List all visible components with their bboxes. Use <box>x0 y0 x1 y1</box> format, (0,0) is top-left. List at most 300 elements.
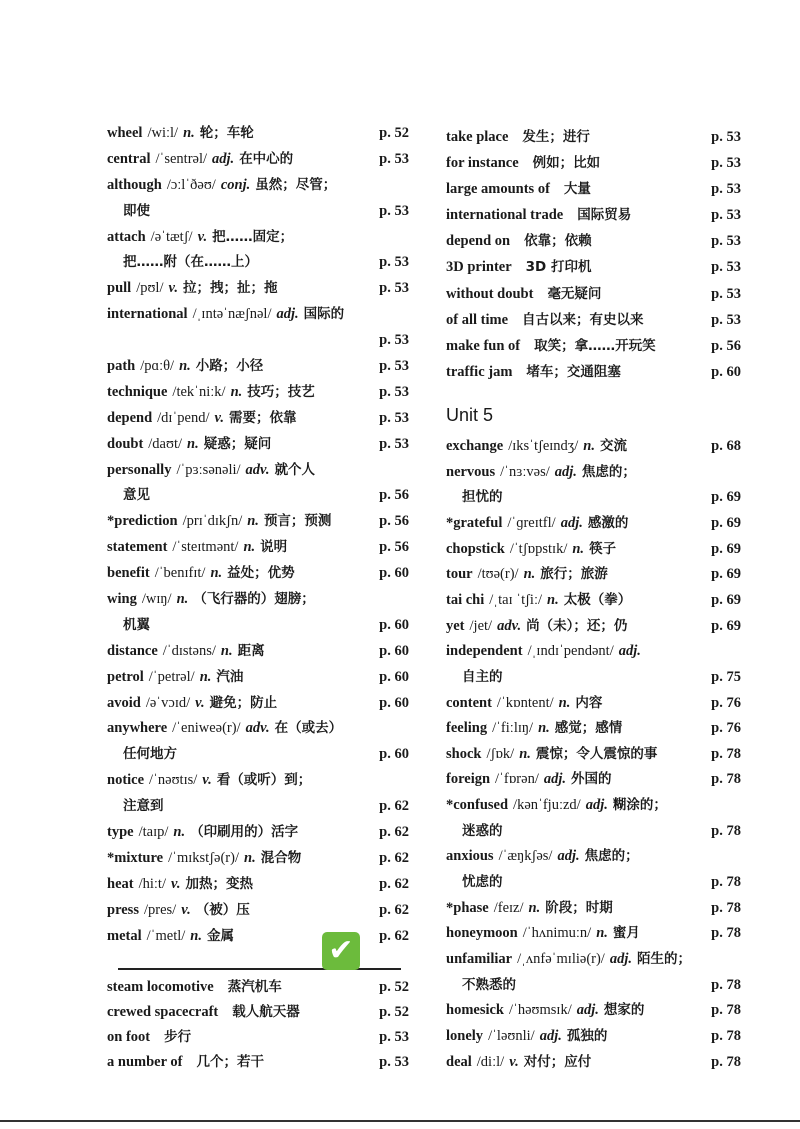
entry-page-ref: p. 78 <box>711 745 741 762</box>
entry-part-of-speech: adj. <box>212 150 235 167</box>
entry-word: wing <box>107 591 137 608</box>
entry-word: tai chi <box>446 591 485 608</box>
entry-page-ref: p. 60 <box>379 694 409 711</box>
entry-definition-continued: 忧虑的 <box>462 874 503 891</box>
entry-definition: 焦虑的； <box>581 463 636 480</box>
entry-phonetic: /ˈləʊnli/ <box>488 1028 535 1045</box>
entry-phonetic: /tekˈniːk/ <box>172 383 226 400</box>
entry-word: heat <box>107 875 134 892</box>
entry-part-of-speech: n. <box>187 435 199 452</box>
entry-definition: 旅行；旅游 <box>540 566 608 583</box>
vocab-entry <box>107 872 409 898</box>
entry-phonetic: /ˈnəʊtɪs/ <box>149 772 198 789</box>
entry-definition: 轮；车轮 <box>199 125 254 141</box>
entry-part-of-speech: v. <box>509 1053 519 1070</box>
entry-definition: 陌生的； <box>636 951 691 968</box>
phrase-definition: 毫无疑问 <box>547 285 602 302</box>
phrase-definition: 蒸汽机车 <box>227 979 282 995</box>
entry-phonetic: /ˈdɪstəns/ <box>162 642 216 659</box>
phrase-definition: 3D 打印机 <box>525 259 592 276</box>
entry-part-of-speech: v. <box>168 280 179 297</box>
entry-part-of-speech: adj. <box>618 643 641 660</box>
entry-part-of-speech: adv. <box>245 461 270 478</box>
unit5-word-list <box>446 434 741 1075</box>
entry-word: nervous <box>446 463 496 480</box>
entry-phonetic: /ˈfiːlɪŋ/ <box>492 720 534 737</box>
phrase-text: make fun of <box>446 337 521 354</box>
entry-word: notice <box>107 772 145 789</box>
entry-part-of-speech: n. <box>547 591 559 608</box>
vocab-entry <box>107 406 409 432</box>
vocab-entry <box>446 1024 741 1050</box>
entry-word: *prediction <box>107 513 178 530</box>
entry-continuation <box>107 613 409 639</box>
phrase-definition: 几个；若干 <box>196 1054 264 1070</box>
phrase-definition: 例如；比如 <box>532 155 601 172</box>
phrase-text: 3D printer <box>446 259 512 276</box>
right-phrase-list <box>446 124 741 385</box>
entry-page-ref: p. 69 <box>711 540 741 557</box>
entry-word: although <box>107 176 162 193</box>
entry-word: deal <box>446 1053 472 1070</box>
vocab-entry <box>446 434 741 460</box>
entry-part-of-speech: n. <box>243 539 256 556</box>
phrase-text: without doubt <box>446 285 534 302</box>
entry-page-ref: p. 78 <box>711 1028 741 1045</box>
phrase-entry <box>446 254 741 280</box>
entry-word: foreign <box>446 771 491 788</box>
vocab-entry <box>107 898 409 924</box>
vocab-entry <box>107 691 409 717</box>
entry-definition: 糊涂的； <box>612 797 667 814</box>
entry-part-of-speech: v. <box>195 694 205 711</box>
entry-word: lonely <box>446 1028 484 1045</box>
entry-word: pull <box>107 280 132 297</box>
vocab-entry <box>107 458 409 484</box>
vocab-entry <box>107 587 409 613</box>
vocab-entry <box>446 1050 741 1076</box>
phrase-entry <box>107 975 409 1000</box>
entry-page-ref: p. 78 <box>711 822 741 839</box>
entry-page-ref: p. 78 <box>711 1002 741 1019</box>
phrase-entry <box>446 202 741 228</box>
entry-page-ref: p. 56 <box>379 513 409 530</box>
entry-word: statement <box>107 539 168 556</box>
entry-part-of-speech: n. <box>244 849 256 866</box>
vocab-entry <box>107 380 409 406</box>
entry-word: petrol <box>107 668 144 685</box>
entry-page-ref: p. 78 <box>711 925 741 942</box>
entry-page-ref: p. 53 <box>379 280 409 297</box>
entry-phonetic: /pɑːθ/ <box>140 358 175 375</box>
phrase-definition: 大量 <box>563 181 591 198</box>
entry-definition: 避免；防止 <box>209 694 278 711</box>
entry-page-ref: p. 56 <box>379 539 409 556</box>
entry-definition-continued: 注意到 <box>123 798 164 815</box>
entry-phonetic: /pres/ <box>143 901 177 918</box>
entry-page-ref: p. 69 <box>711 591 741 608</box>
entry-page-ref: p. 62 <box>379 849 409 866</box>
entry-definition-continued: 自主的 <box>462 668 503 685</box>
entry-page-ref: p. 68 <box>711 437 741 454</box>
vocab-entry <box>446 742 741 768</box>
phrase-entry <box>446 307 741 333</box>
entry-part-of-speech: n. <box>519 745 531 762</box>
entry-page-ref: p. 78 <box>711 1053 741 1070</box>
entry-part-of-speech: n. <box>523 566 536 583</box>
entry-continuation <box>107 794 409 820</box>
entry-part-of-speech: n. <box>572 540 585 557</box>
entry-page-ref: p. 60 <box>379 616 409 633</box>
vocab-entry <box>107 716 409 742</box>
entry-word: central <box>107 150 151 167</box>
vocab-entry <box>446 947 741 973</box>
entry-phonetic: /hiːt/ <box>138 875 166 892</box>
entry-word: content <box>446 694 492 711</box>
entry-definition: （印刷用的）活字 <box>190 824 299 841</box>
entry-part-of-speech: n. <box>230 383 243 400</box>
phrase-page-ref: p. 53 <box>711 285 741 302</box>
vocab-entry <box>107 846 409 872</box>
entry-definition: 加热；变热 <box>185 875 254 892</box>
entry-continuation <box>107 328 409 354</box>
entry-definition-continued: 担忧的 <box>462 489 503 506</box>
entry-definition: 内容 <box>575 694 603 711</box>
entry-part-of-speech: n. <box>176 591 189 608</box>
vocab-entry <box>107 509 409 535</box>
phrase-entry <box>446 124 741 150</box>
phrase-text: a number of <box>107 1054 183 1070</box>
vocab-entry <box>446 614 741 640</box>
entry-page-ref: p. 76 <box>711 720 741 737</box>
entry-part-of-speech: n. <box>528 899 541 916</box>
entry-part-of-speech: v. <box>197 228 208 245</box>
entry-part-of-speech: adj. <box>557 848 580 865</box>
phrase-text: for instance <box>446 155 519 172</box>
entry-definition: 焦虑的； <box>584 848 639 865</box>
entry-phonetic: /diːl/ <box>476 1053 505 1070</box>
phrase-page-ref: p. 53 <box>711 259 741 276</box>
entry-phonetic: /ɔːlˈðəʊ/ <box>166 176 216 193</box>
phrase-entry <box>446 359 741 385</box>
unit-heading: Unit 5 <box>446 404 494 425</box>
entry-definition: 在（或去） <box>274 720 343 737</box>
entry-phonetic: /wiːl/ <box>147 125 179 141</box>
entry-continuation <box>446 973 741 999</box>
vocab-entry <box>446 844 741 870</box>
entry-page-ref: p. 78 <box>711 874 741 891</box>
phrase-text: crewed spacecraft <box>107 1004 219 1020</box>
phrase-entry <box>446 150 741 176</box>
vocab-entry <box>446 511 741 537</box>
entry-continuation <box>446 665 741 691</box>
entry-phonetic: /wɪŋ/ <box>141 591 172 608</box>
entry-definition: 太极（拳） <box>563 591 632 608</box>
vocab-entry <box>446 562 741 588</box>
entry-phonetic: /ˈtʃɒpstɪk/ <box>509 540 568 557</box>
entry-page-ref: p. 62 <box>379 901 409 918</box>
entry-definition: 想家的 <box>603 1002 645 1019</box>
entry-page-ref: p. 69 <box>711 566 741 583</box>
entry-word: unfamiliar <box>446 951 513 968</box>
vocab-entry <box>446 716 741 742</box>
entry-page-ref: p. 53 <box>379 202 409 219</box>
entry-definition: 看（或听）到； <box>216 772 312 789</box>
entry-word: *confused <box>446 797 509 814</box>
entry-page-ref: p. 60 <box>379 668 409 685</box>
entry-part-of-speech: n. <box>596 925 608 942</box>
entry-continuation <box>446 870 741 896</box>
entry-phonetic: /ˈpetrəl/ <box>148 668 195 685</box>
vocab-entry <box>446 639 741 665</box>
vocab-entry <box>446 537 741 563</box>
entry-phonetic: /ˈæŋkʃəs/ <box>498 848 553 865</box>
entry-definition: 益处；优势 <box>227 565 295 582</box>
phrase-definition: 取笑；拿……开玩笑 <box>534 337 656 354</box>
entry-definition: 混合物 <box>260 849 302 866</box>
entry-part-of-speech: adj. <box>543 771 566 788</box>
entry-definition-continued: 机翼 <box>123 616 150 633</box>
entry-definition: 对付；应付 <box>523 1053 592 1070</box>
entry-word: doubt <box>107 435 144 452</box>
entry-phonetic: /ʃɒk/ <box>486 745 515 762</box>
entry-page-ref: p. 53 <box>379 383 409 400</box>
entry-part-of-speech: n. <box>210 565 223 582</box>
entry-part-of-speech: adj. <box>560 514 583 531</box>
entry-page-ref: p. 53 <box>379 435 409 452</box>
entry-word: anywhere <box>107 720 168 737</box>
entry-phonetic: /jet/ <box>469 617 493 634</box>
entry-word: benefit <box>107 565 150 582</box>
entry-part-of-speech: adj. <box>539 1028 562 1045</box>
phrase-page-ref: p. 53 <box>711 129 741 145</box>
entry-part-of-speech: adj. <box>554 463 577 480</box>
entry-part-of-speech: v. <box>171 875 181 892</box>
entry-part-of-speech: v. <box>214 409 225 426</box>
entry-page-ref: p. 76 <box>711 694 741 711</box>
entry-phonetic: /ˈmɪkstʃə(r)/ <box>168 849 239 866</box>
entry-word: yet <box>446 617 465 634</box>
entry-page-ref: p. 78 <box>711 899 741 916</box>
entry-definition: 预言；预测 <box>263 513 332 530</box>
phrase-definition: 步行 <box>164 1029 192 1045</box>
entry-word: chopstick <box>446 540 505 557</box>
entry-definition: 小路；小径 <box>195 358 264 375</box>
vocab-entry <box>107 121 409 147</box>
entry-definition-continued: 不熟悉的 <box>462 976 516 993</box>
vocab-entry <box>446 998 741 1024</box>
entry-part-of-speech: adj. <box>576 1002 599 1019</box>
entry-continuation <box>107 199 409 225</box>
entry-page-ref: p. 53 <box>379 150 409 167</box>
phrase-text: large amounts of <box>446 181 550 198</box>
entry-part-of-speech: adv. <box>245 720 270 737</box>
entry-phonetic: /ˈbenɪfɪt/ <box>154 565 206 582</box>
entry-definition: 筷子 <box>589 540 617 557</box>
entry-phonetic: /prɪˈdɪkʃn/ <box>182 513 243 530</box>
vocab-entry <box>107 302 409 328</box>
checkmark-icon: ✔ <box>322 932 360 970</box>
entry-word: technique <box>107 383 168 400</box>
entry-definition-continued: 即使 <box>123 202 150 219</box>
entry-word: attach <box>107 228 146 245</box>
entry-part-of-speech: n. <box>538 720 550 737</box>
left-word-list <box>107 121 409 950</box>
phrase-text: of all time <box>446 311 509 328</box>
entry-word: homesick <box>446 1002 504 1019</box>
vocab-entry <box>446 691 741 717</box>
entry-word: feeling <box>446 720 488 737</box>
entry-phonetic: /ɪksˈtʃeɪndʒ/ <box>508 437 579 454</box>
vocab-entry <box>107 768 409 794</box>
entry-definition: 距离 <box>237 642 265 659</box>
right-column <box>446 124 741 1075</box>
entry-phonetic: /kənˈfjuːzd/ <box>513 797 581 814</box>
entry-part-of-speech: adj. <box>609 951 632 968</box>
entry-page-ref: p. 62 <box>379 824 409 841</box>
entry-phonetic: /ˌtaɪ ˈtʃiː/ <box>489 591 543 608</box>
vocab-entry <box>107 924 409 950</box>
entry-phonetic: /daʊt/ <box>148 435 183 452</box>
entry-phonetic: /ˈsentrəl/ <box>155 150 208 167</box>
phrase-page-ref: p. 53 <box>379 1029 409 1045</box>
entry-word: *grateful <box>446 514 503 531</box>
entry-phonetic: /dɪˈpend/ <box>157 409 210 426</box>
entry-definition-continued: 意见 <box>123 487 150 504</box>
phrase-entry <box>446 176 741 202</box>
entry-definition-continued: 迷惑的 <box>462 822 503 839</box>
entry-word: anxious <box>446 848 494 865</box>
phrase-page-ref: p. 56 <box>711 337 741 354</box>
entry-word: distance <box>107 642 158 659</box>
phrase-page-ref: p. 53 <box>711 181 741 198</box>
entry-definition-continued: 把……附（在……上） <box>123 254 258 271</box>
entry-part-of-speech: n. <box>199 668 212 685</box>
vocab-entry <box>446 588 741 614</box>
entry-word: metal <box>107 927 142 944</box>
vocab-entry <box>107 147 409 173</box>
phrase-page-ref: p. 52 <box>379 1004 409 1020</box>
phrase-definition: 载人航天器 <box>232 1004 300 1020</box>
entry-word: international <box>107 306 188 323</box>
entry-continuation <box>107 742 409 768</box>
entry-definition: 孤独的 <box>566 1028 608 1045</box>
phrase-entry <box>446 333 741 359</box>
phrase-page-ref: p. 53 <box>711 155 741 172</box>
entry-part-of-speech: v. <box>181 901 191 918</box>
entry-definition: 阶段；时期 <box>545 899 613 916</box>
entry-page-ref: p. 62 <box>379 875 409 892</box>
entry-page-ref: p. 53 <box>379 254 409 271</box>
entry-part-of-speech: adj. <box>585 797 608 814</box>
entry-phonetic: /ˌɪndɪˈpendənt/ <box>527 643 614 660</box>
phrase-entry <box>446 228 741 254</box>
entry-phonetic: /ˌʌnfəˈmɪliə(r)/ <box>517 951 605 968</box>
entry-phonetic: /ˈeniweə(r)/ <box>172 720 241 737</box>
vocab-entry <box>107 354 409 380</box>
entry-word: *phase <box>446 899 489 916</box>
entry-word: avoid <box>107 694 141 711</box>
entry-word: type <box>107 824 134 841</box>
entry-phonetic: /ˌɪntəˈnæʃnəl/ <box>192 306 272 323</box>
entry-word: wheel <box>107 125 143 141</box>
entry-definition: 虽然；尽管； <box>255 176 337 193</box>
entry-word: independent <box>446 643 523 660</box>
vocab-entry <box>107 665 409 691</box>
entry-phonetic: /ˈkɒntent/ <box>496 694 554 711</box>
entry-continuation <box>107 483 409 509</box>
entry-definition: 金属 <box>207 927 234 944</box>
vocab-entry <box>107 432 409 458</box>
entry-definition: （飞行器的）翅膀； <box>193 591 315 608</box>
entry-word: tour <box>446 566 473 583</box>
entry-phonetic: /taɪp/ <box>138 824 169 841</box>
vocab-entry <box>446 460 741 486</box>
phrase-page-ref: p. 53 <box>379 1054 409 1070</box>
entry-definition: 在中心的 <box>239 150 294 167</box>
vocab-entry <box>107 561 409 587</box>
vocab-entry <box>107 276 409 302</box>
entry-definition: 说明 <box>260 539 288 556</box>
entry-word: path <box>107 358 136 375</box>
entry-page-ref: p. 53 <box>379 358 409 375</box>
entry-part-of-speech: n. <box>183 125 195 141</box>
entry-page-ref: p. 62 <box>379 798 409 815</box>
entry-part-of-speech: conj. <box>220 176 251 193</box>
vocab-entry <box>107 225 409 251</box>
entry-phonetic: /əˈtætʃ/ <box>150 228 193 245</box>
vocab-entry <box>107 639 409 665</box>
entry-page-ref: p. 53 <box>379 332 409 349</box>
entry-definition: 疑惑；疑问 <box>203 435 272 452</box>
vocab-entry <box>107 535 409 561</box>
entry-part-of-speech: n. <box>583 437 595 454</box>
entry-phonetic: /ˈfɒrən/ <box>495 771 539 788</box>
entry-definition: 就个人 <box>274 461 316 478</box>
entry-part-of-speech: n. <box>558 694 571 711</box>
vocab-entry <box>446 793 741 819</box>
phrase-definition: 依靠；依赖 <box>524 233 592 250</box>
vocab-entry <box>446 921 741 947</box>
entry-part-of-speech: n. <box>179 358 191 375</box>
phrase-page-ref: p. 60 <box>711 363 741 380</box>
entry-word: personally <box>107 461 172 478</box>
vocab-entry <box>446 767 741 793</box>
phrase-text: international trade <box>446 207 564 224</box>
entry-phonetic: /əˈvɔɪd/ <box>145 694 191 711</box>
phrase-text: take place <box>446 129 509 145</box>
entry-definition: 交流 <box>599 437 627 454</box>
entry-phonetic: /ˈhʌnimuːn/ <box>522 925 592 942</box>
entry-phonetic: /ˈhəʊmsɪk/ <box>509 1002 572 1019</box>
entry-word: shock <box>446 745 482 762</box>
entry-definition: 感觉；感情 <box>554 720 623 737</box>
entry-word: press <box>107 901 139 918</box>
entry-part-of-speech: adv. <box>497 617 522 634</box>
phrase-text: on foot <box>107 1029 151 1045</box>
entry-page-ref: p. 60 <box>379 746 409 763</box>
entry-part-of-speech: n. <box>220 642 233 659</box>
entry-page-ref: p. 75 <box>711 668 741 685</box>
vocab-entry <box>107 173 409 199</box>
phrase-page-ref: p. 52 <box>379 979 409 995</box>
entry-definition: 需要；依靠 <box>229 409 297 426</box>
phrase-text: steam locomotive <box>107 979 214 995</box>
entry-page-ref: p. 60 <box>379 642 409 659</box>
entry-phonetic: /pʊl/ <box>136 280 164 297</box>
entry-phonetic: /ˈnɜːvəs/ <box>500 463 550 480</box>
entry-definition: 汽油 <box>216 668 244 685</box>
